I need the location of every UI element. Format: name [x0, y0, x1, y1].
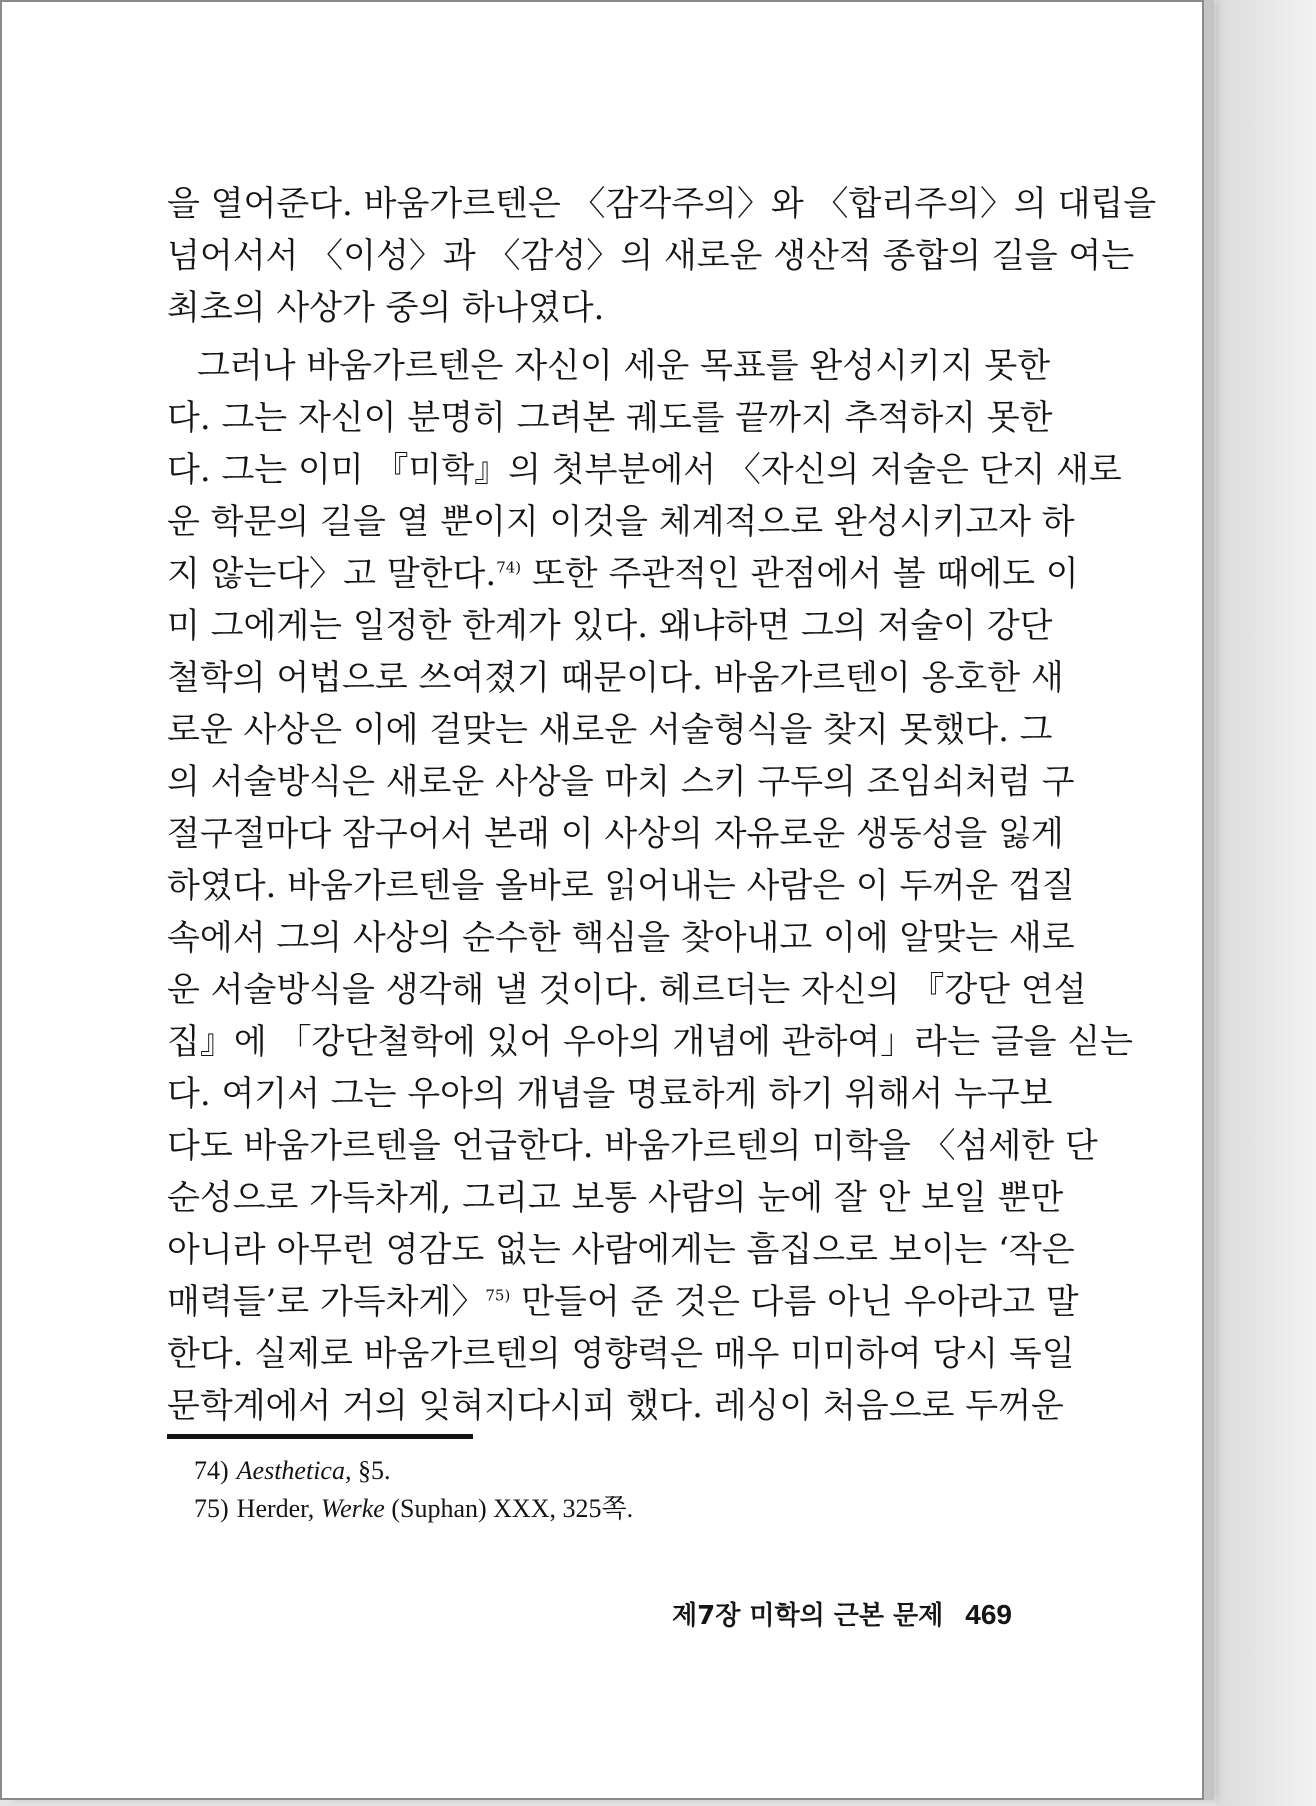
text-line-with-footnote-ref	[167, 548, 1079, 600]
text-line: 집』에 「강단철학에 있어 우아의 개념에 관하여」라는 글을 싣는	[167, 1022, 1133, 1062]
text-line: 다. 그는 이미 『미학』의 첫부분에서 〈자신의 저술은 단지 새로	[167, 450, 1122, 490]
text-line: 그러나 바움가르텐은 자신이 세운 목표를 완성시키지 못한	[197, 346, 1051, 386]
text-line: 속에서 그의 사상의 순수한 핵심을 찾아내고 이에 알맞는 새로	[167, 918, 1075, 958]
text-line: 운 학문의 길을 열 뿐이지 이것을 체계적으로 완성시키고자 하	[167, 502, 1075, 542]
footnote-75	[194, 1490, 633, 1528]
footnote-ref-74: 74)	[496, 558, 522, 577]
footnote-text: §5.	[351, 1456, 391, 1485]
text-line-with-footnote-ref	[167, 1276, 1079, 1328]
footnote-title: Werke	[314, 1494, 385, 1523]
page-number: 469	[965, 1599, 1012, 1630]
footnote-separator-rule	[167, 1434, 473, 1439]
text-line: 순성으로 가득차게, 그리고 보통 사람의 눈에 잘 안 보일 뿐만	[167, 1178, 1064, 1218]
text-line: 로운 사상은 이에 걸맞는 새로운 서술형식을 찾지 못했다. 그	[167, 710, 1053, 750]
text-line: 다. 그는 자신이 분명히 그려본 궤도를 끝까지 추적하지 못한	[167, 398, 1053, 438]
text-segment: 매력들’로 가득차게〉	[167, 1282, 486, 1322]
footnotes	[194, 1452, 633, 1528]
text-line: 한다. 실제로 바움가르텐의 영향력은 매우 미미하여 당시 독일	[167, 1334, 1075, 1374]
text-line: 을 열어준다. 바움가르텐은 〈감각주의〉와 〈합리주의〉의 대립을	[167, 184, 1157, 224]
text-segment: 지 않는다〉고 말한다.	[167, 554, 497, 594]
body-text	[167, 178, 1157, 1432]
footnote-author: Herder,	[236, 1494, 315, 1523]
text-line: 다도 바움가르텐을 언급한다. 바움가르텐의 미학을 〈섬세한 단	[167, 1126, 1098, 1166]
text-line: 최초의 사상가 중의 하나였다.	[167, 288, 605, 328]
viewer-background-strip	[1216, 0, 1316, 1806]
text-line: 의 서술방식은 새로운 사상을 마치 스키 구두의 조임쇠처럼 구	[167, 762, 1075, 802]
text-line: 미 그에게는 일정한 한계가 있다. 왜냐하면 그의 저술이 강단	[167, 606, 1053, 646]
text-line: 철학의 어법으로 쓰여졌기 때문이다. 바움가르텐이 옹호한 새	[167, 658, 1064, 698]
text-line: 아니라 아무런 영감도 없는 사람에게는 흠집으로 보이는 ‘작은	[167, 1230, 1075, 1270]
text-line: 문학계에서 거의 잊혀지다시피 했다. 레싱이 처음으로 두꺼운	[167, 1386, 1064, 1426]
text-segment: 또한 주관적인 관점에서 볼 때에도 이	[521, 554, 1079, 594]
footnote-title: Aesthetica,	[236, 1456, 352, 1485]
chapter-title: 제7장 미학의 근본 문제	[671, 1601, 944, 1631]
footnote-number: 75)	[194, 1494, 229, 1523]
text-line: 절구절마다 잠구어서 본래 이 사상의 자유로운 생동성을 잃게	[167, 814, 1064, 854]
text-segment: 만들어 준 것은 다름 아닌 우아라고 말	[510, 1282, 1079, 1322]
text-line: 운 서술방식을 생각해 낼 것이다. 헤르더는 자신의 『강단 연설	[167, 970, 1087, 1010]
footnote-74	[194, 1452, 633, 1490]
text-line: 하였다. 바움가르텐을 올바로 읽어내는 사람은 이 두꺼운 껍질	[167, 866, 1075, 906]
footnote-ref-75: 75)	[485, 1286, 511, 1305]
running-footer	[672, 1595, 1012, 1632]
footnote-text: (Suphan) XXX, 325쪽.	[384, 1494, 634, 1523]
footnote-number: 74)	[194, 1456, 229, 1485]
text-line: 넘어서서 〈이성〉과 〈감성〉의 새로운 생산적 종합의 길을 여는	[167, 236, 1135, 276]
text-line: 다. 여기서 그는 우아의 개념을 명료하게 하기 위해서 누구보	[167, 1074, 1053, 1114]
